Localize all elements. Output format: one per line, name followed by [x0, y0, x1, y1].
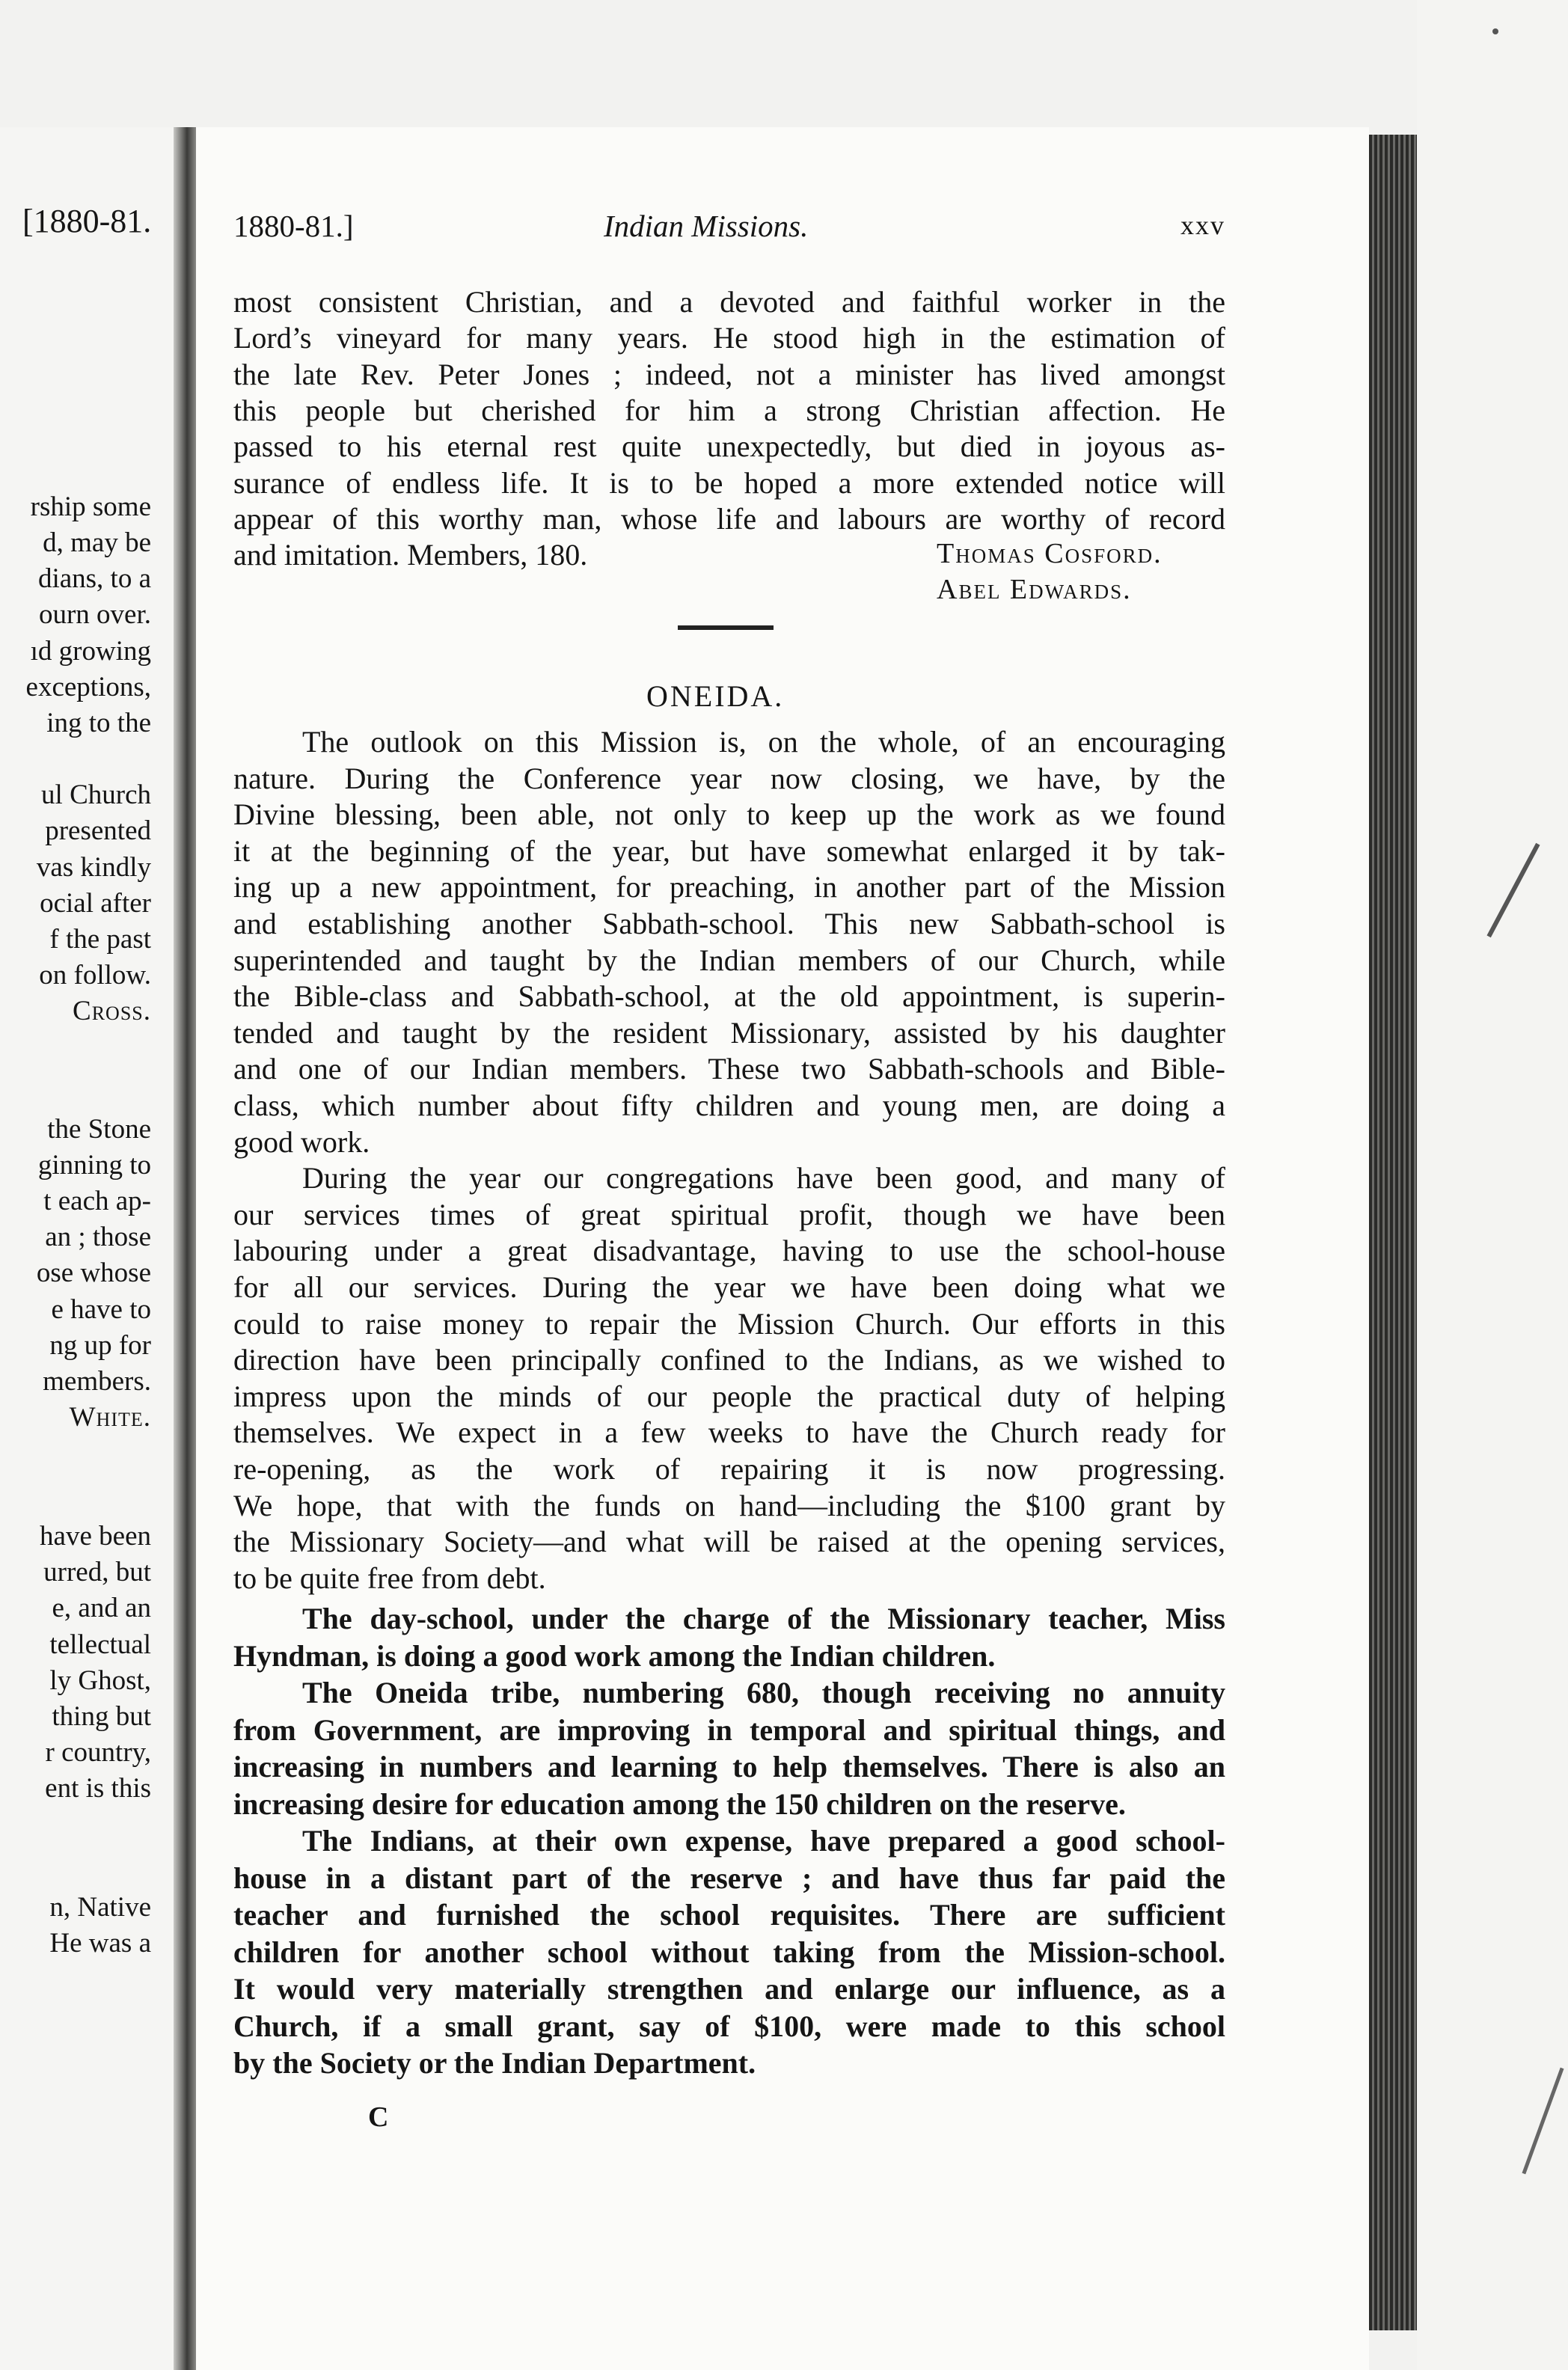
- scan-background: [1417, 0, 1568, 2370]
- text-line: our services times of great spiritual profit, though we have been: [233, 1197, 1225, 1231]
- text-line: Hyndman, is doing a good work among the Indian children.: [233, 1638, 996, 1673]
- text-line: Church, if a small grant, say of $100, were made to this school: [233, 2009, 1225, 2043]
- text-line: superintended and taught by the Indian members of our Church, while: [233, 943, 1225, 977]
- text-line: and imitation. Members, 180.: [233, 538, 588, 572]
- text-line: ing up a new appointment, for preaching, in another part of the Mission: [233, 870, 1225, 904]
- text-line: and one of our Indian members. These two Sabbath-schools and Bible-: [233, 1052, 1225, 1086]
- left-text-line: White.: [69, 1402, 151, 1433]
- signature-mark: C: [368, 2101, 389, 2133]
- text-line: The day-school, under the charge of the Missionary teacher, Miss: [302, 1602, 1225, 1635]
- text-line: teacher and furnished the school requisites. There are sufficient: [233, 1898, 1225, 1932]
- left-text-line: ly Ghost,: [49, 1665, 151, 1696]
- text-line: children for another school without taking from the Mission-school.: [233, 1935, 1225, 1969]
- text-line: Lord’s vineyard for many years. He stood high in the estimation of: [233, 321, 1225, 355]
- left-text-line: exceptions,: [25, 672, 151, 702]
- left-text-line: thing but: [52, 1701, 151, 1732]
- text-line: It would very materially strengthen and enlarge our influence, as a: [233, 1972, 1225, 2006]
- scan-speck: [1492, 28, 1498, 34]
- left-text-line: tellectual: [49, 1629, 151, 1660]
- left-page-header: [1880-81.: [22, 203, 152, 239]
- text-line: themselves. We expect in a few weeks to have the Church ready for: [233, 1415, 1225, 1450]
- text-line: from Government, are improving in temporal and spiritual things, and: [233, 1712, 1225, 1747]
- book-gutter: [174, 127, 196, 2370]
- text-line: tended and taught by the resident Missionary, assisted by his daughter: [233, 1015, 1225, 1050]
- signature-edwards: Abel Edwards.: [937, 574, 1132, 605]
- header-year: 1880-81.]: [233, 209, 354, 243]
- running-header: [233, 208, 1225, 245]
- page-number: xxv: [1180, 210, 1225, 240]
- left-text-line: urred, but: [43, 1557, 151, 1587]
- left-text-line: have been: [40, 1521, 151, 1552]
- text-line: increasing in numbers and learning to help themselves. There is also an: [233, 1750, 1225, 1783]
- left-text-line: ourn over.: [38, 599, 151, 630]
- signature-cosford: Thomas Cosford.: [937, 538, 1163, 569]
- left-text-line: r country,: [45, 1737, 151, 1768]
- text-line: Divine blessing, been able, not only to keep up the work as we found: [233, 797, 1225, 832]
- section-divider: [678, 625, 774, 630]
- header-title: Indian Missions.: [604, 209, 809, 243]
- left-text-line: e have to: [51, 1294, 151, 1325]
- left-text-line: f the past: [49, 924, 151, 955]
- text-line: and establishing another Sabbath-school. This new Sabbath-school is: [233, 907, 1225, 940]
- text-line: this people but cherished for him a strong Christian affection. He: [233, 393, 1225, 427]
- left-text-line: members.: [43, 1366, 151, 1397]
- left-text-line: ng up for: [49, 1330, 151, 1361]
- text-line: good work.: [233, 1124, 370, 1159]
- left-text-line: rship some: [30, 492, 151, 522]
- left-text-line: ul Church: [41, 780, 151, 810]
- left-text-line: ing to the: [46, 708, 151, 738]
- left-text-line: Cross.: [73, 996, 151, 1026]
- page-edges: [1369, 135, 1417, 2330]
- left-text-line: the Stone: [47, 1114, 151, 1145]
- text-line: impress upon the minds of our people the practical duty of helping: [233, 1379, 1225, 1413]
- left-text-line: ose whose: [36, 1258, 151, 1288]
- left-text-line: dians, to a: [37, 563, 151, 594]
- left-text-line: ent is this: [45, 1773, 151, 1804]
- left-text-line: d, may be: [43, 527, 151, 558]
- section-title: ONEIDA.: [646, 679, 785, 713]
- left-text-line: e, and an: [52, 1593, 151, 1623]
- left-text-line: ocial after: [40, 888, 151, 919]
- text-line: class, which number about fifty children and young men, are doing a: [233, 1088, 1225, 1122]
- left-text-line: n, Native: [49, 1892, 151, 1923]
- text-line: by the Society or the Indian Department.: [233, 2046, 756, 2080]
- text-line: The Indians, at their own expense, have prepared a good school-: [302, 1824, 1225, 1858]
- text-line: During the year our congregations have been good, and many of: [302, 1161, 1225, 1195]
- left-text-line: vas kindly: [36, 852, 151, 883]
- text-line: the late Rev. Peter Jones ; indeed, not a minister has lived amongst: [233, 357, 1225, 391]
- text-line: appear of this worthy man, whose life and labours are worthy of record: [233, 501, 1225, 536]
- text-line: direction have been principally confined to the Indians, as we wished to: [233, 1343, 1225, 1377]
- text-line: increasing desire for education among the 150 children on the reserve.: [233, 1786, 1126, 1821]
- text-line: labouring under a great disadvantage, having to use the school-house: [233, 1234, 1225, 1268]
- text-line: re-opening, as the work of repairing it is now progressing.: [233, 1452, 1225, 1486]
- text-line: it at the beginning of the year, but have somewhat enlarged it by tak-: [233, 833, 1225, 868]
- text-line: surance of endless life. It is to be hoped a more extended notice will: [233, 465, 1225, 500]
- left-text-line: an ; those: [45, 1222, 151, 1252]
- text-line: passed to his eternal rest quite unexpectedly, but died in joyous as-: [233, 429, 1225, 464]
- left-text-line: on follow.: [39, 960, 151, 990]
- text-line: We hope, that with the funds on hand—including the $100 grant by: [233, 1488, 1225, 1522]
- left-text-line: ginning to: [37, 1150, 151, 1181]
- text-line: most consistent Christian, and a devoted and faithful worker in the: [233, 285, 1225, 319]
- left-text-line: He was a: [49, 1928, 151, 1959]
- text-line: could to raise money to repair the Mission Church. Our efforts in this: [233, 1306, 1225, 1341]
- left-text-line: ıd growing: [30, 636, 151, 667]
- text-line: The Oneida tribe, numbering 680, though receiving no annuity: [302, 1676, 1225, 1709]
- left-page: [0, 127, 174, 2370]
- text-line: the Missionary Society—and what will be raised at the opening services,: [233, 1525, 1225, 1559]
- text-line: house in a distant part of the reserve ; and have thus far paid the: [233, 1861, 1225, 1895]
- text-line: to be quite free from debt.: [233, 1561, 546, 1595]
- left-text-line: t each ap-: [43, 1186, 151, 1216]
- left-text-line: presented: [45, 815, 151, 846]
- text-line: The outlook on this Mission is, on the whole, of an encouraging: [302, 725, 1225, 759]
- text-line: the Bible-class and Sabbath-school, at the old appointment, is superin-: [233, 979, 1225, 1014]
- text-line: nature. During the Conference year now closing, we have, by the: [233, 761, 1225, 795]
- text-line: for all our services. During the year we have been doing what we: [233, 1270, 1225, 1304]
